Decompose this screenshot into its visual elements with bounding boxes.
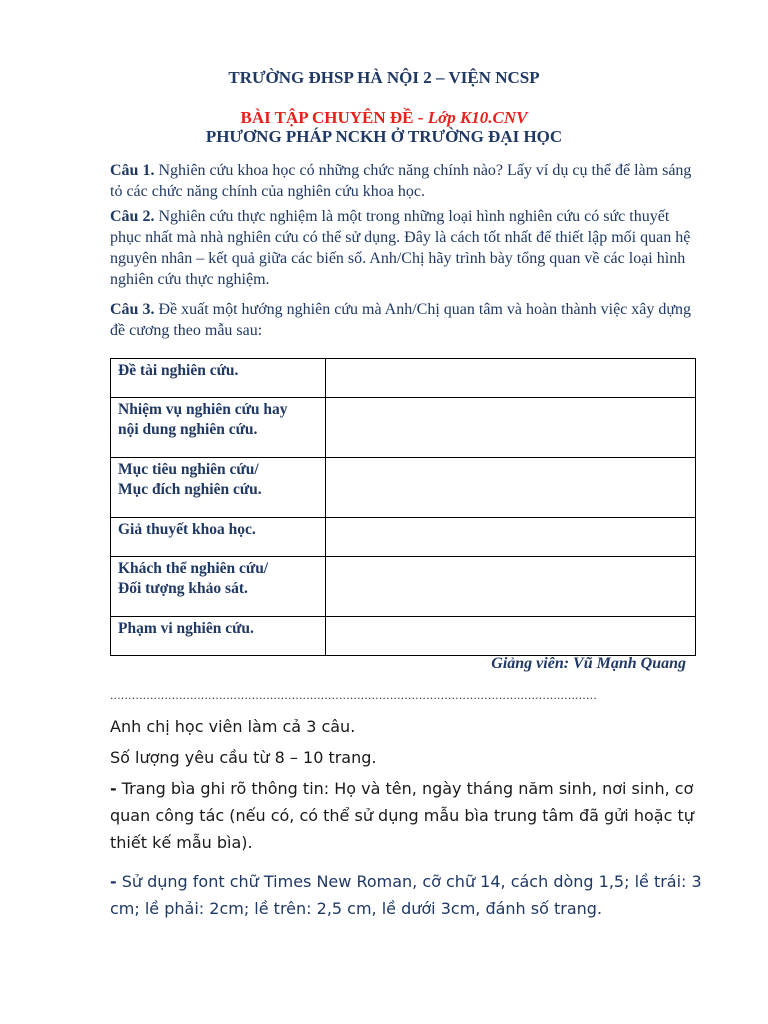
- table-cell-empty: [326, 398, 696, 458]
- question-1: [110, 160, 700, 202]
- table-cell-empty: [326, 518, 696, 557]
- question-label: Câu 3.: [110, 301, 155, 318]
- table-cell-empty: [326, 617, 696, 656]
- assignment-title: [0, 108, 768, 128]
- bullet-dash: -: [110, 872, 117, 891]
- table-row: [111, 557, 696, 617]
- research-outline-table: [110, 358, 696, 656]
- table-row: [111, 398, 696, 458]
- school-header: TRƯỜNG ĐHSP HÀ NỘI 2 – VIỆN NCSP: [228, 68, 540, 87]
- assignment-title-text: BÀI TẬP CHUYÊN ĐỀ -: [240, 108, 428, 127]
- table-row: [111, 617, 696, 656]
- question-text: Đề xuất một hướng nghiên cứu mà Anh/Chị quan tâm và hoàn thành việc xây dựng đề cương theo mẫu sau:: [110, 301, 692, 339]
- bullet-dash: -: [110, 779, 117, 798]
- class-label: Lớp K10.CNV: [427, 108, 528, 127]
- note-text: Trang bìa ghi rõ thông tin: Họ và tên, ngày tháng năm sinh, nơi sinh, cơ quan công tác (nếu có, có thể sử dụng mẫu bìa trung tâm đã gửi hoặc tự thiết kế mẫu bìa).: [110, 779, 694, 852]
- question-text: Nghiên cứu thực nghiệm là một trong những loại hình nghiên cứu có sức thuyết phục nhất mà nhà nghiên cứu có thể sử dụng. Đây là cách tốt nhất để thiết lập mối quan hệ nguyên nhân – kết quả giữa các biến số. Anh/Chị hãy trình bày tổng quan về các loại hình nghiên cứu thực nghiệm.: [110, 208, 691, 288]
- table-cell-label: Nhiệm vụ nghiên cứu hay nội dung nghiên cứu.: [111, 398, 326, 458]
- lecturer-signature: Giảng viên: Vũ Mạnh Quang: [491, 655, 686, 672]
- dotted-separator: ......................................................................................................................................: [110, 688, 597, 702]
- table-cell-label: Mục tiêu nghiên cứu/ Mục đích nghiên cứu.: [111, 458, 326, 518]
- note-all-questions: Anh chị học viên làm cả 3 câu.: [110, 717, 356, 736]
- question-2: [110, 206, 700, 290]
- table-row: [111, 359, 696, 398]
- question-label: Câu 1.: [110, 162, 155, 179]
- table-cell-label: Phạm vi nghiên cứu.: [111, 617, 326, 656]
- table-cell-label: Khách thể nghiên cứu/ Đối tượng khảo sát.: [111, 557, 326, 617]
- table-row: [111, 518, 696, 557]
- table-cell-label: Đề tài nghiên cứu.: [111, 359, 326, 398]
- table-cell-empty: [326, 458, 696, 518]
- table-cell-empty: [326, 557, 696, 617]
- course-title: PHƯƠNG PHÁP NCKH Ở TRƯỜNG ĐẠI HỌC: [205, 127, 563, 146]
- table-row: [111, 458, 696, 518]
- note-page-count: Số lượng yêu cầu từ 8 – 10 trang.: [110, 748, 377, 767]
- note-text: Sử dụng font chữ Times New Roman, cỡ chữ 14, cách dòng 1,5; lề trái: 3 cm; lề phải: 2cm; lề trên: 2,5 cm, lề dưới 3cm, đánh số trang.: [110, 872, 702, 918]
- question-text: Nghiên cứu khoa học có những chức năng chính nào? Lấy ví dụ cụ thể để làm sáng tỏ các chức năng chính của nghiên cứu khoa học.: [110, 162, 692, 200]
- note-formatting: [110, 868, 710, 922]
- question-3: [110, 299, 700, 341]
- table-cell-label: Giả thuyết khoa học.: [111, 518, 326, 557]
- note-cover-page: [110, 775, 710, 856]
- table-cell-empty: [326, 359, 696, 398]
- question-label: Câu 2.: [110, 208, 155, 225]
